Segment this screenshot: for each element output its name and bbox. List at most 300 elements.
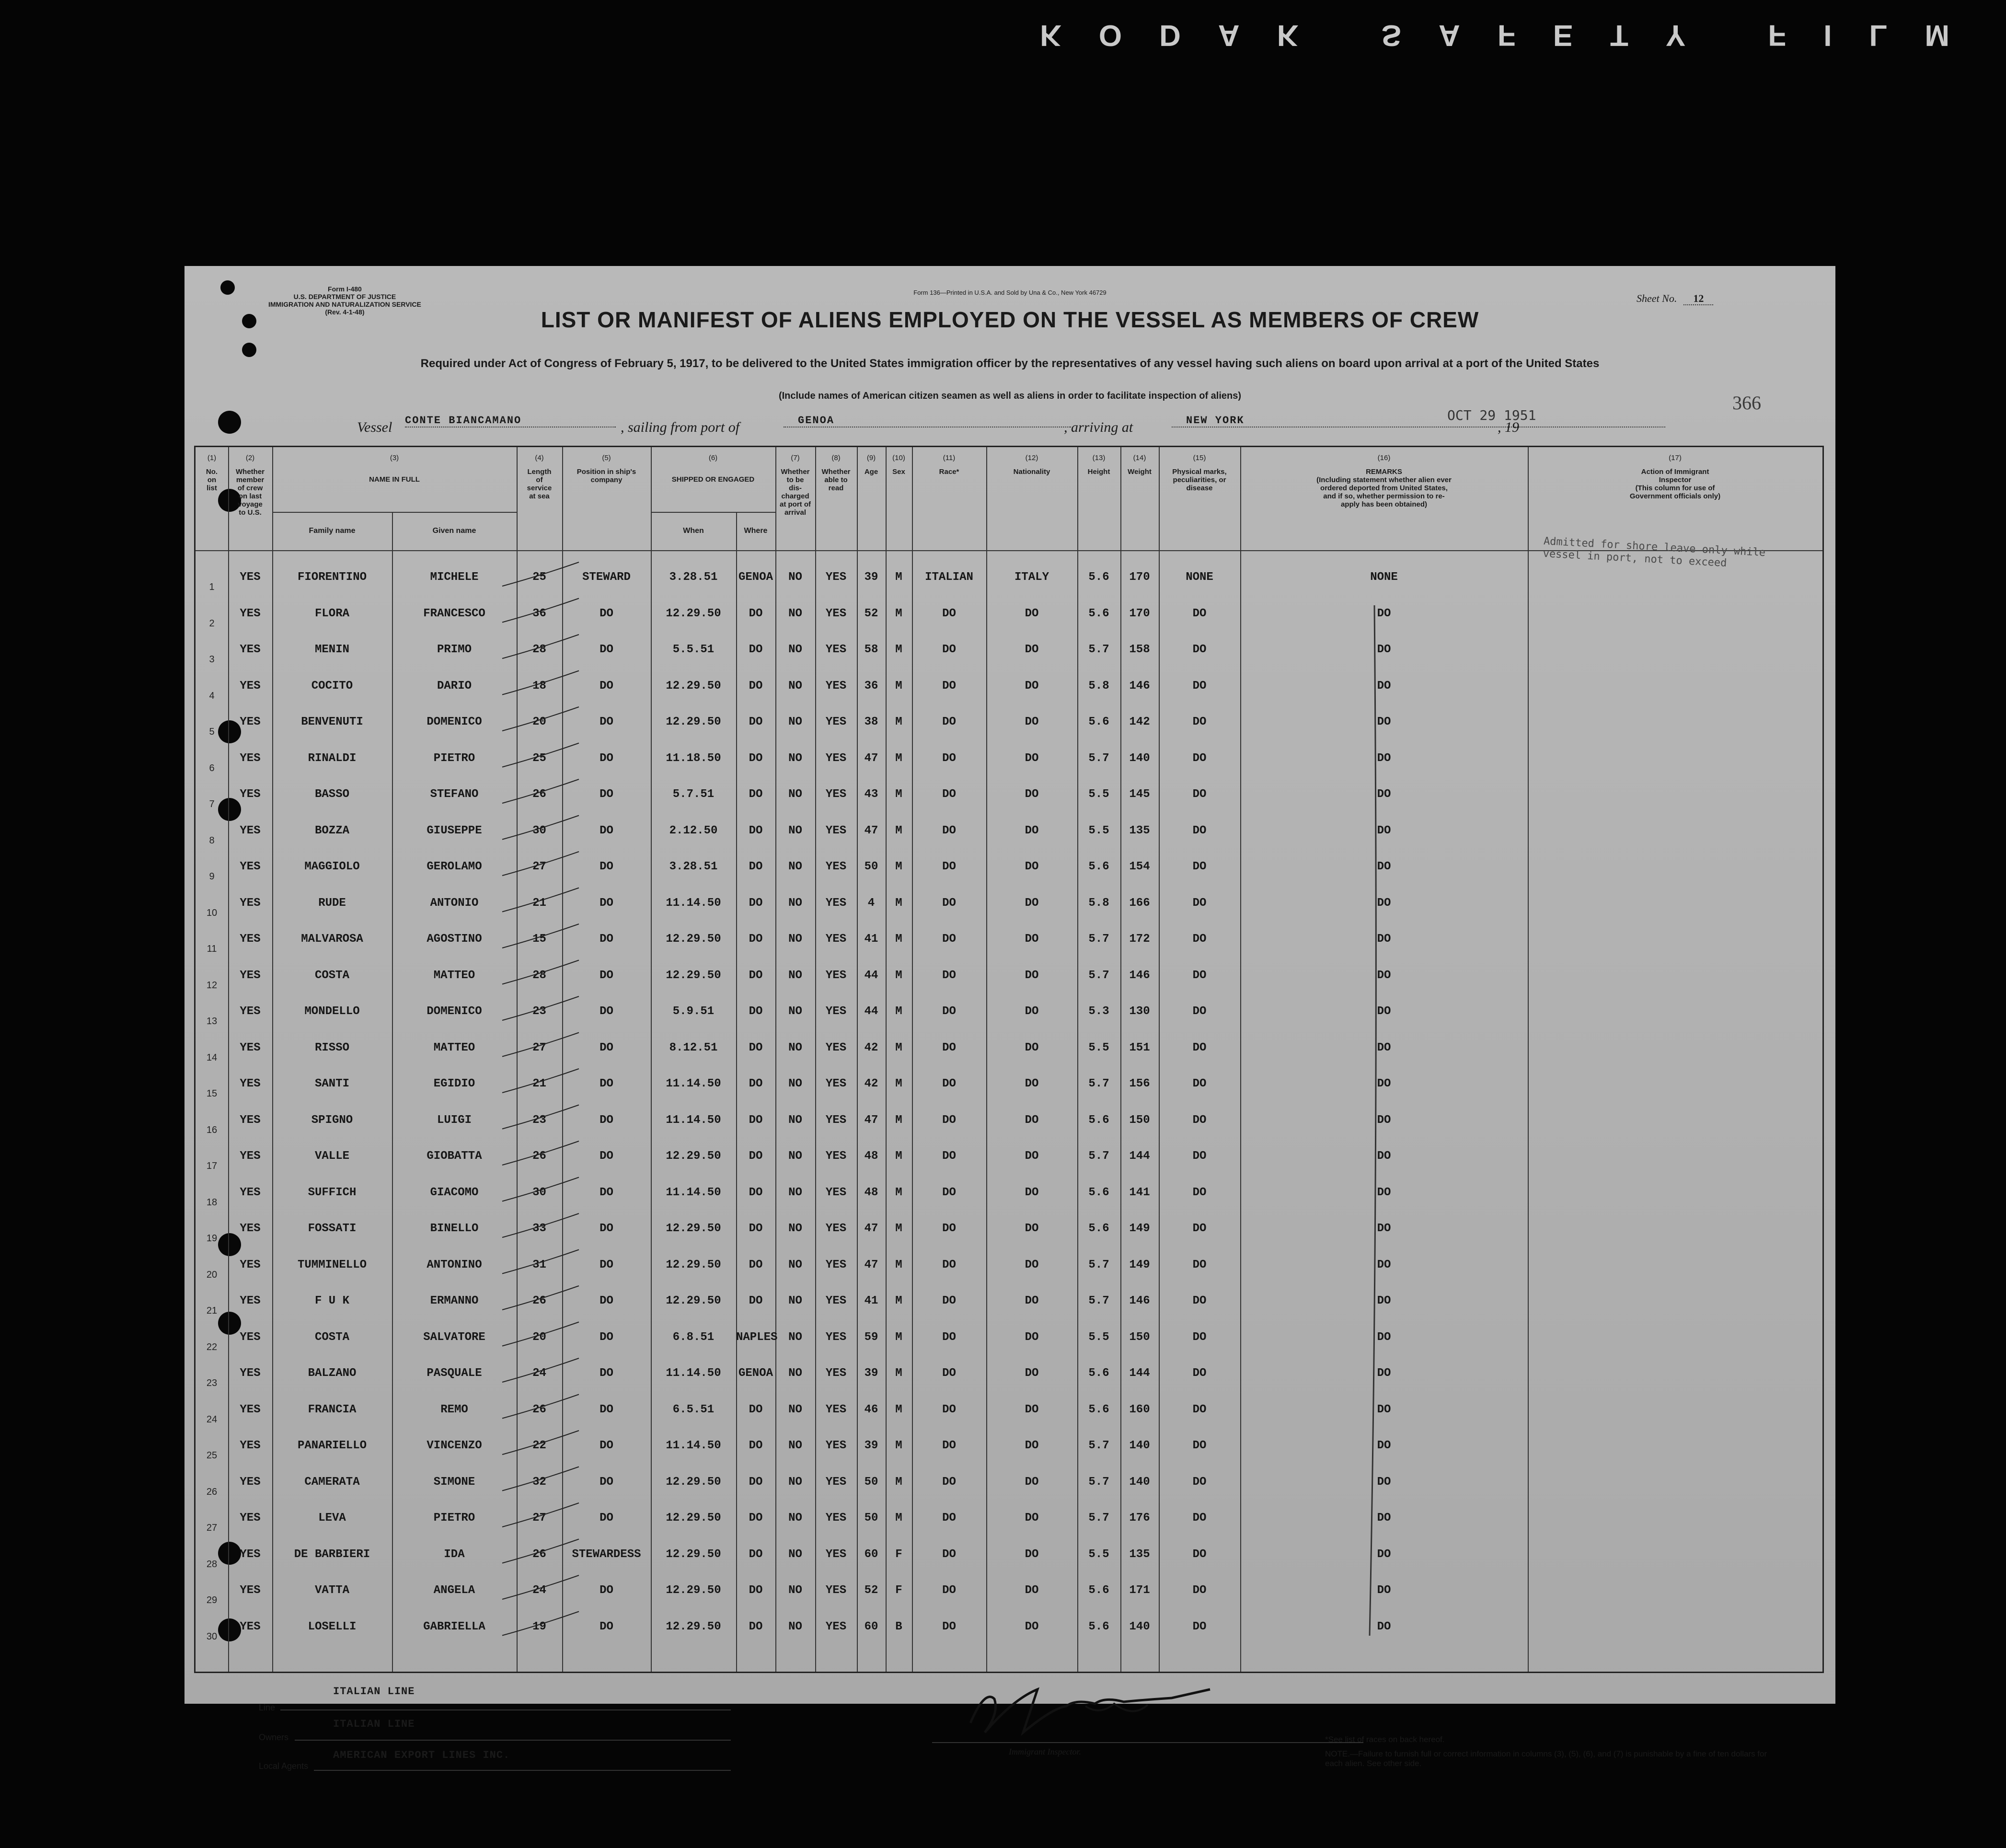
column-number: (14) [1133,454,1146,462]
cell-sex: M [895,1439,902,1452]
cell-age: 50 [864,1475,878,1489]
cell-height: 5.7 [1088,1150,1109,1163]
cell-discharge: NO [788,1186,802,1199]
cell-prev: YES [240,1330,261,1344]
cell-no: 2 [209,618,215,629]
cell-service: 26 [532,1403,546,1416]
cell-position: DO [599,1584,613,1597]
cell-where: DO [749,788,763,801]
check-mark [502,671,579,695]
cell-where: DO [749,1584,763,1597]
cell-nationality: DO [1025,1186,1039,1199]
cell-race: DO [942,1475,956,1489]
cell-remarks: NONE [1370,571,1398,584]
cell-given: ANTONIO [430,896,479,910]
cell-read: YES [825,1439,847,1452]
cell-marks: DO [1192,1258,1207,1271]
cell-family: BOZZA [314,824,349,837]
cell-service: 31 [532,1258,546,1271]
cell-race: DO [942,1403,956,1416]
cell-race: DO [942,751,956,765]
cell-race: DO [942,1548,956,1561]
cell-where: DO [749,1113,763,1127]
cell-position: DO [599,969,613,982]
cell-given: PRIMO [437,643,472,656]
punch-hole [242,343,256,357]
cell-remarks: DO [1377,1005,1391,1018]
cell-prev: YES [240,1113,261,1127]
cell-remarks: DO [1377,1548,1391,1561]
cell-weight: 171 [1129,1584,1150,1597]
cell-no: 24 [206,1414,218,1425]
remarks-ditto-line [1370,605,1376,1636]
cell-service: 21 [532,896,546,910]
cell-prev: YES [240,1294,261,1307]
cell-height: 5.3 [1088,1005,1109,1018]
column-number: (15) [1193,454,1206,462]
page-number: 366 [1732,392,1761,414]
cell-nationality: DO [1025,751,1039,765]
cell-nationality: DO [1025,1041,1039,1054]
cell-position: DO [599,1620,613,1633]
cell-height: 5.6 [1088,1186,1109,1199]
cell-age: 60 [864,1548,878,1561]
cell-given: GIUSEPPE [427,824,482,837]
cell-given: MICHELE [430,571,479,584]
cell-family: SUFFICH [308,1186,357,1199]
cell-where: DO [749,751,763,765]
cell-nationality: DO [1025,1439,1039,1452]
cell-discharge: NO [788,1439,802,1452]
cell-position: DO [599,643,613,656]
cell-discharge: NO [788,933,802,946]
cell-read: YES [825,1475,847,1489]
cell-family: RUDE [318,896,346,910]
check-mark [502,1358,579,1382]
cell-when: 12.29.50 [666,1548,721,1561]
cell-marks: DO [1192,1403,1207,1416]
cell-read: YES [825,1005,847,1018]
cell-given: GABRIELLA [423,1620,485,1633]
line-label: Line [259,1703,276,1712]
column-title: Whether member of crew on last voyage to U.S. [236,468,265,517]
cell-weight: 154 [1129,860,1150,873]
cell-marks: DO [1192,860,1207,873]
document-title: LIST OR MANIFEST OF ALIENS EMPLOYED ON THE VESSEL AS MEMBERS OF CREW [541,307,1479,332]
cell-discharge: NO [788,751,802,765]
requirement-text: Required under Act of Congress of February 5, 1917, to be delivered to the United States immigration officer by the representatives of any vessel having such aliens on board upon arrival at a port of the United States [420,357,1600,370]
column-number: (10) [892,454,905,462]
cell-remarks: DO [1377,1620,1391,1633]
cell-service: 18 [532,679,546,693]
cell-given: STEFANO [430,788,479,801]
cell-discharge: NO [788,860,802,873]
cell-weight: 158 [1129,643,1150,656]
cell-height: 5.8 [1088,679,1109,693]
cell-marks: DO [1192,969,1207,982]
cell-weight: 150 [1129,1330,1150,1344]
cell-no: 10 [206,907,218,918]
cell-height: 5.5 [1088,1041,1109,1054]
line-rule [280,1709,731,1710]
cell-marks: DO [1192,788,1207,801]
cell-height: 5.7 [1088,1294,1109,1307]
cell-read: YES [825,1367,847,1380]
cell-prev: YES [240,1077,261,1090]
check-mark [502,1612,579,1636]
cell-height: 5.7 [1088,969,1109,982]
cell-where: DO [749,1512,763,1525]
cell-marks: DO [1192,1186,1207,1199]
cell-where: DO [749,716,763,728]
cell-given: EGIDIO [433,1077,475,1090]
cell-no: 20 [206,1269,218,1280]
cell-remarks: DO [1377,1584,1391,1597]
cell-service: 15 [532,933,546,946]
cell-where: DO [749,643,763,656]
cell-service: 36 [532,607,546,620]
cell-family: RINALDI [308,751,357,765]
cell-position: DO [599,1258,613,1271]
cell-where: DO [749,896,763,910]
cell-read: YES [825,1222,847,1235]
cell-discharge: NO [788,1620,802,1633]
cell-given: MATTEO [433,969,475,982]
cell-prev: YES [240,1620,261,1633]
cell-family: DE BARBIERI [294,1548,370,1561]
cell-nationality: DO [1025,716,1039,728]
cell-prev: YES [240,1222,261,1235]
cell-remarks: DO [1377,896,1391,910]
column-title: REMARKS (Including statement whether alien ever ordered deported from United States, and if so, whether permission to re- apply has been obtained) [1316,468,1452,508]
cell-when: 12.29.50 [666,1294,721,1307]
cell-age: 36 [864,679,878,693]
cell-remarks: DO [1377,751,1391,765]
cell-race: DO [942,1041,956,1054]
owners-rule [295,1740,731,1741]
inspector-signature [942,1670,1325,1742]
cell-sex: M [895,896,902,910]
cell-family: VATTA [314,1584,349,1597]
cell-no: 30 [206,1631,218,1642]
cell-prev: YES [240,679,261,693]
cell-given: LUIGI [437,1113,472,1127]
check-mark [502,888,579,912]
cell-height: 5.5 [1088,1548,1109,1561]
cell-family: COSTA [314,969,349,982]
column-number: (16) [1377,454,1391,462]
cell-age: 43 [864,788,878,801]
cell-sex: M [895,1186,902,1199]
column-title: Whether able to read [821,468,851,492]
cell-marks: DO [1192,1584,1207,1597]
cell-service: 27 [532,1512,546,1525]
cell-sex: M [895,1403,902,1416]
check-mark [502,779,579,803]
cell-no: 23 [206,1378,218,1388]
cell-family: LEVA [318,1512,346,1525]
inspector-rule [932,1742,1363,1743]
cell-where: DO [749,1005,763,1018]
check-mark [502,1322,579,1346]
cell-weight: 166 [1129,896,1150,910]
cell-given: DARIO [437,679,472,693]
column-title: Weight [1128,468,1152,476]
cell-sex: F [895,1584,902,1597]
cell-weight: 142 [1129,716,1150,728]
cell-nationality: DO [1025,1005,1039,1018]
cell-position: DO [599,896,613,910]
cell-family: FOSSATI [308,1222,357,1235]
cell-weight: 135 [1129,824,1150,837]
cell-family: MALVAROSA [301,933,363,946]
cell-read: YES [825,1584,847,1597]
cell-family: SPIGNO [311,1113,353,1127]
cell-service: 27 [532,1041,546,1054]
cell-age: 47 [864,1258,878,1271]
cell-family: LOSELLI [308,1620,357,1633]
cell-prev: YES [240,1548,261,1561]
cell-position: DO [599,1186,613,1199]
cell-service: 32 [532,1475,546,1489]
cell-discharge: NO [788,788,802,801]
penalty-note: NOTE.—Failure to furnish full or correct information in columns (3), (5), (6), and (7) is punishable by a fine of ten dollars for each alien. See other side. [1325,1749,1767,1768]
cell-when: 5.9.51 [672,1005,715,1018]
cell-when: 3.28.51 [669,571,718,584]
cell-read: YES [825,1113,847,1127]
cell-where: DO [749,1186,763,1199]
cell-discharge: NO [788,896,802,910]
cell-prev: YES [240,1439,261,1452]
cell-service: 23 [532,1113,546,1127]
cell-where: DO [749,860,763,873]
cell-remarks: DO [1377,1512,1391,1525]
column-title: SHIPPED OR ENGAGED [671,475,755,484]
column-title: Length of service at sea [527,468,552,500]
cell-age: 50 [864,860,878,873]
cell-race: DO [942,1113,956,1127]
cell-age: 52 [864,1584,878,1597]
cell-remarks: DO [1377,860,1391,873]
cell-age: 44 [864,969,878,982]
cell-when: 12.29.50 [666,607,721,620]
crew-manifest-table [194,446,1824,1673]
cell-position: DO [599,824,613,837]
cell-read: YES [825,933,847,946]
cell-prev: YES [240,1475,261,1489]
cell-remarks: DO [1377,1150,1391,1163]
cell-read: YES [825,969,847,982]
cell-age: 39 [864,571,878,584]
column-title: Physical marks, peculiarities, or disease [1172,468,1227,492]
cell-position: DO [599,933,613,946]
cell-weight: 149 [1129,1222,1150,1235]
cell-marks: NONE [1186,571,1213,584]
cell-where: DO [749,679,763,693]
cell-marks: DO [1192,1439,1207,1452]
cell-height: 5.6 [1088,607,1109,620]
cell-race: DO [942,643,956,656]
check-mark [502,743,579,767]
footnotes [1325,1735,1780,1768]
cell-discharge: NO [788,1367,802,1380]
cell-where: DO [749,1620,763,1633]
column-title: Sex [892,468,905,476]
cell-remarks: DO [1377,1186,1391,1199]
cell-nationality: DO [1025,1294,1039,1307]
cell-discharge: NO [788,1222,802,1235]
cell-height: 5.7 [1088,1258,1109,1271]
manifest-sheet [184,266,1835,1771]
cell-position: DO [599,1005,613,1018]
cell-race: DO [942,1330,956,1344]
column-title: Age [864,468,878,476]
cell-marks: DO [1192,751,1207,765]
column-number: (13) [1092,454,1106,462]
cell-no: 19 [206,1233,218,1244]
cell-when: 2.12.50 [669,824,718,837]
cell-weight: 140 [1129,1439,1150,1452]
cell-race: DO [942,896,956,910]
cell-age: 58 [864,643,878,656]
cell-race: ITALIAN [925,571,973,584]
cell-discharge: NO [788,824,802,837]
cell-where: DO [749,1258,763,1271]
cell-no: 4 [209,690,215,701]
cell-marks: DO [1192,824,1207,837]
cell-age: 60 [864,1620,878,1633]
cell-given: DOMENICO [427,1005,482,1018]
cell-weight: 160 [1129,1403,1150,1416]
cell-where: DO [749,1294,763,1307]
cell-remarks: DO [1377,1439,1391,1452]
cell-age: 41 [864,1294,878,1307]
shore-leave-stamp: Admitted for shore leave only while vessel in port, not to exceed [1543,535,1766,569]
agents-value: AMERICAN EXPORT LINES INC. [333,1749,510,1761]
cell-nationality: DO [1025,933,1039,946]
cell-age: 42 [864,1041,878,1054]
cell-read: YES [825,643,847,656]
cell-position: DO [599,788,613,801]
cell-family: BALZANO [308,1367,357,1380]
cell-no: 5 [209,727,215,737]
port-to: NEW YORK [1172,415,1665,427]
subheader-given: Given name [432,527,476,535]
cell-no: 8 [209,835,215,846]
cell-when: 11.14.50 [666,896,721,910]
column-number: (7) [791,454,800,462]
cell-where: GENOA [738,1367,773,1380]
cell-no: 25 [206,1450,218,1461]
cell-marks: DO [1192,716,1207,728]
cell-position: DO [599,860,613,873]
cell-service: 20 [532,1330,546,1344]
cell-weight: 170 [1129,571,1150,584]
column-number: (4) [535,454,544,462]
subheader-where: Where [744,527,768,535]
cell-nationality: DO [1025,1367,1039,1380]
cell-given: MATTEO [433,1041,475,1054]
cell-discharge: NO [788,1475,802,1489]
cell-service: 20 [532,716,546,728]
cell-discharge: NO [788,716,802,728]
cell-service: 30 [532,1186,546,1199]
cell-remarks: DO [1377,824,1391,837]
cell-no: 3 [209,654,215,665]
cell-remarks: DO [1377,1077,1391,1090]
cell-position: DO [599,1367,613,1380]
cell-no: 29 [206,1595,218,1605]
cell-race: DO [942,1367,956,1380]
cell-height: 5.5 [1088,1330,1109,1344]
cell-race: DO [942,933,956,946]
cell-service: 24 [532,1584,546,1597]
cell-sex: M [895,1041,902,1054]
cell-weight: 176 [1129,1512,1150,1525]
cell-marks: DO [1192,607,1207,620]
cell-where: GENOA [738,571,773,584]
cell-no: 17 [206,1161,218,1171]
cell-read: YES [825,716,847,728]
cell-age: 48 [864,1186,878,1199]
cell-where: DO [749,1041,763,1054]
cell-discharge: NO [788,1584,802,1597]
cell-remarks: DO [1377,1294,1391,1307]
cell-given: PIETRO [433,1512,475,1525]
column-number: (17) [1669,454,1682,462]
cell-height: 5.7 [1088,933,1109,946]
check-mark [502,707,579,731]
cell-marks: DO [1192,679,1207,693]
cell-read: YES [825,1077,847,1090]
cell-where: DO [749,1077,763,1090]
cell-sex: M [895,1150,902,1163]
column-number: (2) [245,454,255,462]
cell-given: GIACOMO [430,1186,479,1199]
cell-service: 19 [532,1620,546,1633]
cell-height: 5.6 [1088,1113,1109,1127]
cell-when: 12.29.50 [666,716,721,728]
cell-weight: 170 [1129,607,1150,620]
cell-marks: DO [1192,1367,1207,1380]
cell-nationality: DO [1025,1475,1039,1489]
inspector-label: Immigrant Inspector. [1009,1747,1081,1756]
cell-prev: YES [240,1512,261,1525]
cell-marks: DO [1192,1512,1207,1525]
cell-family: TUMMINELLO [297,1258,367,1271]
column-title: No. on list [206,468,218,492]
cell-read: YES [825,1330,847,1344]
cell-when: 11.18.50 [666,751,721,765]
cell-height: 5.7 [1088,1475,1109,1489]
cell-discharge: NO [788,1330,802,1344]
cell-given: BINELLO [430,1222,479,1235]
cell-read: YES [825,1403,847,1416]
cell-read: YES [825,571,847,584]
cell-no: 27 [206,1523,218,1533]
cell-given: GIOBATTA [427,1150,482,1163]
check-mark [502,816,579,840]
cell-sex: M [895,643,902,656]
column-number: (6) [708,454,718,462]
vessel-line [357,415,1699,439]
cell-when: 12.29.50 [666,679,721,693]
cell-when: 6.8.51 [672,1330,715,1344]
cell-when: 12.29.50 [666,1222,721,1235]
cell-position: DO [599,679,613,693]
cell-read: YES [825,1041,847,1054]
cell-service: 26 [532,1150,546,1163]
